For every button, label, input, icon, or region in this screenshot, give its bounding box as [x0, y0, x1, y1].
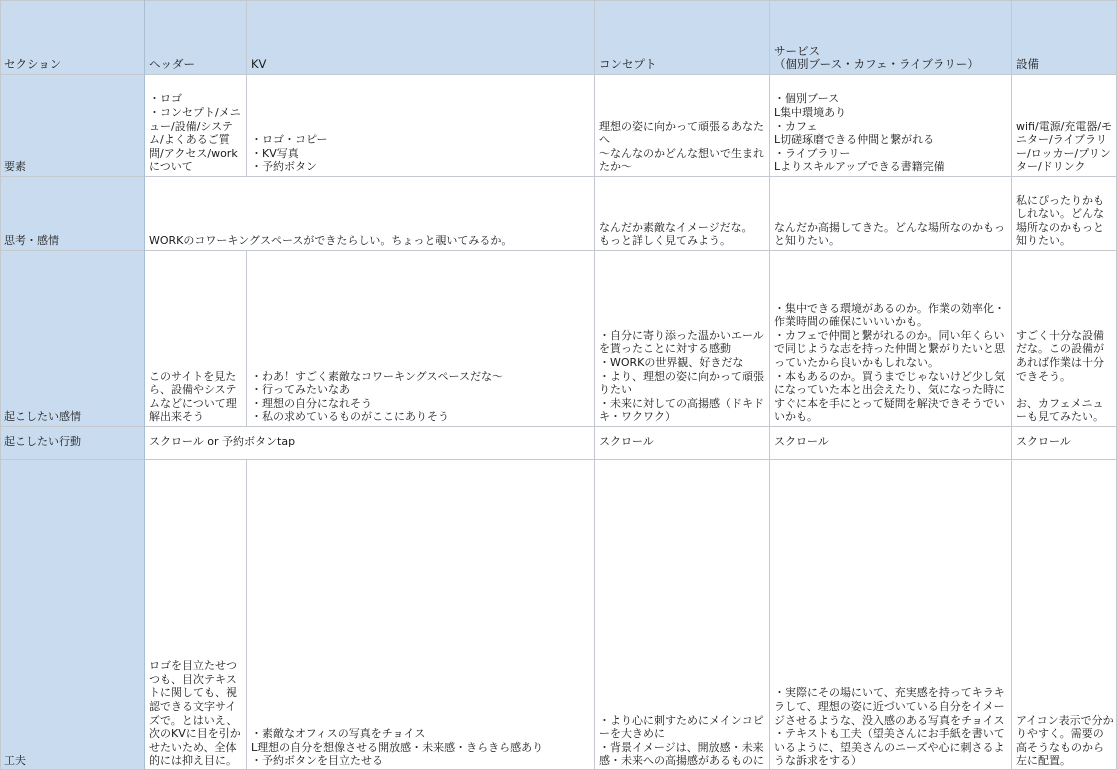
cell-emotion-header[interactable]	[145, 250, 247, 426]
cell-text-line: ・カフェで仲間と繋がれるのか。同い年くらいで同じような志を持った仲間と繋がりたいと思っていたから良いかもしれない。	[774, 328, 1005, 370]
cell-text-line: ・KV写真	[251, 146, 299, 160]
cell-text-line: L理想の自分を想像させる開放感・未来感・きらきら感あり	[251, 740, 544, 754]
cell-emotion-kv[interactable]	[247, 250, 595, 426]
grid-line	[144, 0, 145, 770]
cell-elements-kv[interactable]	[247, 74, 595, 176]
cell-text-line: 理想の姿に向かって頑張るあなたへ	[599, 119, 764, 147]
cell-emotion-equipment[interactable]	[1012, 250, 1117, 426]
cell-text-line: お、カフェメニューも見てみたい。	[1016, 396, 1104, 424]
cell-ideas-concept[interactable]	[595, 459, 770, 770]
cell-ideas-equipment[interactable]	[1012, 459, 1117, 770]
cell-text-line: ・より心に刺すためにメインコピーを大きめに	[599, 713, 764, 741]
col-header-equipment[interactable]	[1012, 0, 1117, 74]
cell-action-service[interactable]	[770, 426, 1012, 459]
cell-text-line: ・予約ボタン	[251, 160, 317, 174]
grid-line	[0, 0, 1117, 1]
row-label-elements[interactable]	[0, 74, 145, 176]
cell-thoughts-header-kv[interactable]	[145, 176, 595, 250]
cell-elements-concept[interactable]	[595, 74, 770, 176]
cell-text-line: なんだか高揚してきた。どんな場所なのかもっと知りたい。	[774, 220, 1005, 248]
cell-text-line: 思考・感情	[4, 234, 59, 248]
col-header-kv[interactable]	[247, 0, 595, 74]
cell-text-line: ・実際にその場にいて、充実感を持ってキラキラして、理想の姿に近づいている自分をイメージさせるような、没入感のある写真をチョイス	[774, 686, 1005, 727]
cell-text-line: ・ロゴ・コピー	[251, 133, 328, 147]
grid-line	[246, 0, 247, 176]
cell-text-line: ・わあ！すごく素敵なコワーキングスペースだな〜	[251, 369, 504, 383]
cell-text-line: このサイトを見たら、設備やシステムなどについて理解出来そう	[149, 369, 237, 424]
cell-text-line: 要素	[4, 160, 26, 174]
cell-text-line: すごく十分な設備だな。この設備があれば作業は十分できそう。	[1016, 328, 1104, 383]
cell-thoughts-concept[interactable]	[595, 176, 770, 250]
row-label-desired-emotion[interactable]	[0, 250, 145, 426]
col-header-header[interactable]	[145, 0, 247, 74]
cell-text-line: ・カフェ	[774, 119, 818, 133]
cell-text-line: ・行ってみたいなあ	[251, 383, 350, 397]
col-header-concept[interactable]	[595, 0, 770, 74]
cell-text-line: 起こしたい感情	[4, 410, 81, 424]
cell-text-line: ヘッダー	[149, 57, 195, 72]
cell-text-line: WORKのコワーキングスペースができたらしい。ちょっと覗いてみるか。	[149, 234, 513, 248]
cell-text-line: なんだか素敵なイメージだな。	[599, 220, 753, 234]
cell-text-line: 起こしたい行動	[4, 434, 81, 448]
cell-text-line: セクション	[4, 57, 62, 72]
cell-text-line: ・ロゴ	[149, 92, 182, 106]
cell-text-line: 私にぴったりかもしれない。どんな場所なのかもっと知りたい。	[1016, 193, 1104, 248]
cell-text-line: ・集中できる環境があるのか。作業の効率化・作業時間の確保にいいいかも。	[774, 301, 1005, 329]
cell-text-line: ロゴを目立たせつつも、目次テキストに関しても、視認できる文字サイズで。とはいえ、次のKVに目を引かせたいため、全体的には抑え目に。	[149, 659, 241, 768]
cell-text-line: もっと詳しく見てみよう。	[599, 234, 731, 248]
cell-text-line: ・予約ボタンを目立たせる	[251, 754, 383, 768]
cell-text-line: スクロール	[774, 434, 829, 448]
cell-text-line: アイコン表示で分かりやすく。需要の高そうなものから左に配置。	[1016, 713, 1114, 768]
col-header-section[interactable]	[0, 0, 145, 74]
cell-text-line: サービス	[774, 43, 820, 58]
cell-text-line: KV	[251, 57, 267, 72]
cell-elements-service[interactable]	[770, 74, 1012, 176]
cell-text-line: Lよりスキルアップできる書籍完備	[774, 160, 945, 174]
row-label-ideas[interactable]	[0, 459, 145, 770]
cell-text-line: ・本もあるのか。買うまでじゃないけど少し気になっていた本と出会えたり、気になった時にすぐに本を手にとって疑問を解決できそうでいいかも。	[774, 369, 1005, 424]
cell-text-line: 工夫	[4, 754, 26, 768]
cell-text-line: ・背景イメージは、開放感・未来感・未来への高揚感があるものに	[599, 740, 764, 768]
cell-text-line: ・理想の自分になれそう	[251, 396, 372, 410]
cell-text-line: ・より、理想の姿に向かって頑張りたい	[599, 369, 764, 397]
cell-text-line: （個別ブース・カフェ・ライブラリー）	[774, 57, 979, 72]
grid-line	[0, 250, 1117, 251]
cell-emotion-service[interactable]	[770, 250, 1012, 426]
cell-text-line: ・私の求めているものがここにありそう	[251, 410, 449, 424]
cell-action-concept[interactable]	[595, 426, 770, 459]
cell-text-line: ・個別ブース	[774, 92, 840, 106]
cell-text-line: ・コンセプト/メニュー/設備/システム/よくあるご質問/アクセス/workについて	[149, 106, 241, 174]
cell-ideas-header[interactable]	[145, 459, 247, 770]
col-header-service[interactable]	[770, 0, 1012, 74]
grid-line	[246, 459, 247, 770]
cell-text-line	[1016, 383, 1114, 397]
cell-text-line: ・WORKの世界観、好きだな	[599, 356, 744, 370]
cell-text-line: 〜なんなのかどんな想いで生まれたか〜	[599, 146, 764, 174]
cell-action-header-kv[interactable]	[145, 426, 595, 459]
cell-text-line: ・自分に寄り添った温かいエールを貰ったことに対する感動	[599, 328, 764, 356]
grid-line	[0, 0, 1, 770]
cell-thoughts-equipment[interactable]	[1012, 176, 1117, 250]
cell-text-line: ・素敵なオフィスの写真をチョイス	[251, 727, 426, 741]
cell-ideas-service[interactable]	[770, 459, 1012, 770]
grid-line	[0, 459, 1117, 460]
cell-text-line: 設備	[1016, 57, 1039, 72]
cell-action-equipment[interactable]	[1012, 426, 1117, 459]
grid-line	[769, 0, 770, 770]
grid-line	[246, 250, 247, 426]
cell-text-line: コンセプト	[599, 57, 657, 72]
row-label-thoughts[interactable]	[0, 176, 145, 250]
cell-text-line: スクロール	[599, 434, 654, 448]
cell-elements-equipment[interactable]	[1012, 74, 1117, 176]
cell-text-line: スクロール or 予約ボタンtap	[149, 434, 296, 448]
grid-line	[0, 176, 1117, 177]
cell-text-line: L集中環境あり	[774, 106, 847, 120]
grid-line	[594, 0, 595, 770]
row-label-desired-action[interactable]	[0, 426, 145, 459]
cell-emotion-concept[interactable]	[595, 250, 770, 426]
cell-text-line: ・未来に対しての高揚感（ドキドキ・ワクワク）	[599, 396, 764, 424]
cell-elements-header[interactable]	[145, 74, 247, 176]
cell-thoughts-service[interactable]	[770, 176, 1012, 250]
cell-text-line: wifi/電源/充電器/モニター/ライブラリー/ロッカー/プリンター/ドリンク	[1016, 119, 1113, 174]
cell-ideas-kv[interactable]	[247, 459, 595, 770]
cell-text-line: L切磋琢磨できる仲間と繋がれる	[774, 133, 935, 147]
cell-text-line: ・ライブラリー	[774, 146, 851, 160]
cell-text-line: ・テキストも工夫（望美さんにお手紙を書いているように、望美さんのニーズや心に刺さるような訴求をする）	[774, 727, 1005, 768]
grid-line	[0, 74, 1117, 75]
grid-line	[0, 426, 1117, 427]
cell-text-line: スクロール	[1016, 434, 1071, 448]
grid-line	[1011, 0, 1012, 770]
